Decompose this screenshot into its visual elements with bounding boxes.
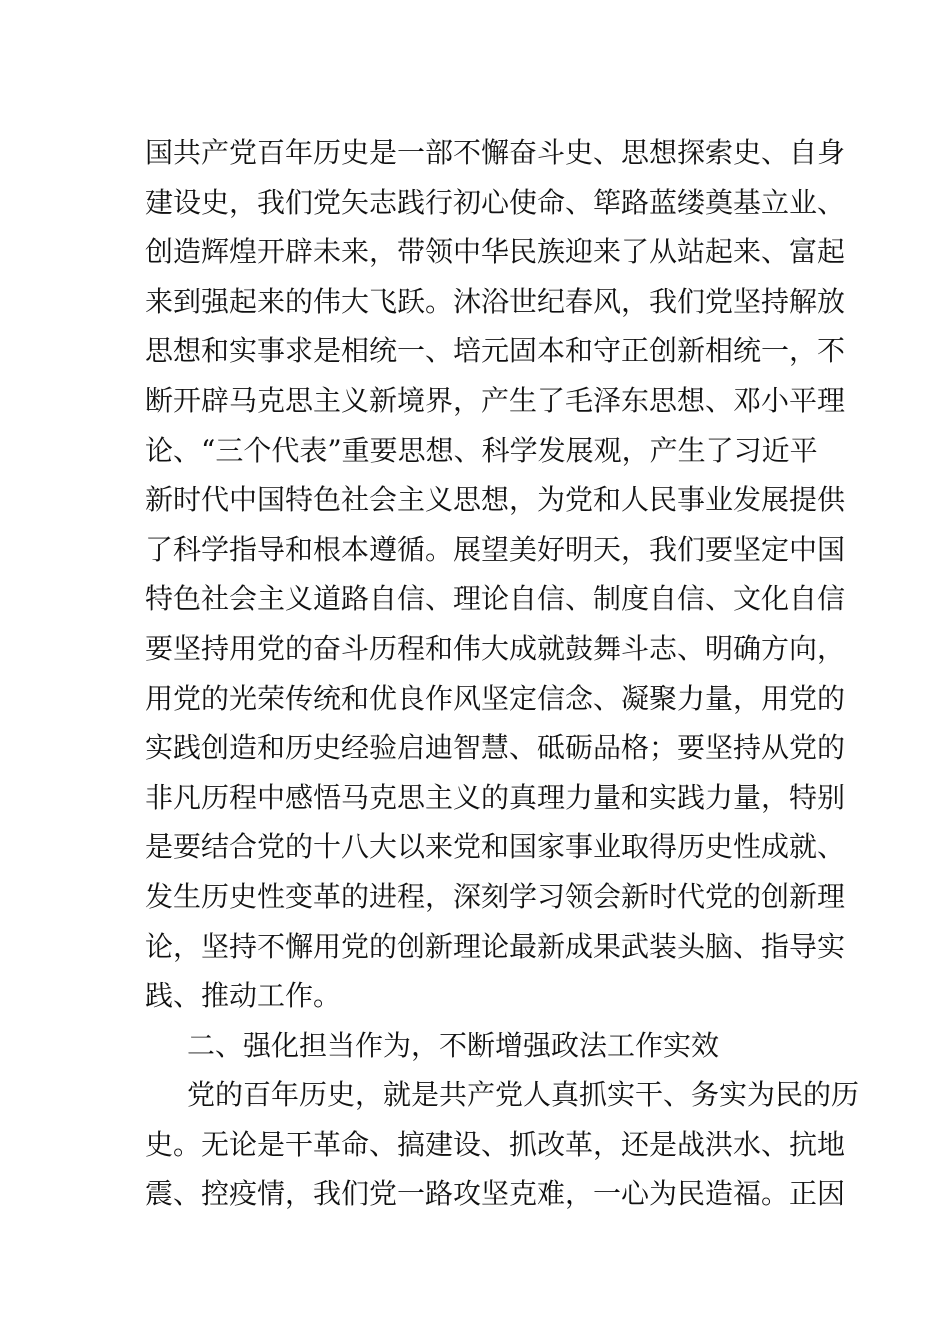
text-line: 来到强起来的伟大飞跃。沐浴世纪春风，我们党坚持解放	[145, 284, 846, 318]
text-line: 断开辟马克思主义新境界，产生了毛泽东思想、邓小平理	[145, 383, 846, 417]
text-line: 非凡历程中感悟马克思主义的真理力量和实践力量，特别	[145, 780, 846, 814]
text-line: 国共产党百年历史是一部不懈奋斗史、思想探索史、自身	[145, 136, 846, 169]
text-line: 论，坚持不懈用党的创新理论最新成果武装头脑、指导实	[145, 929, 846, 963]
paragraph-first-line: 党的百年历史，就是共产党人真抓实干、务实为民的历	[187, 1078, 860, 1112]
text-line: 思想和实事求是相统一、培元固本和守正创新相统一，不	[145, 334, 846, 368]
text-line: 创造辉煌开辟未来，带领中华民族迎来了从站起来、富起	[145, 235, 846, 269]
text-line: 建设史，我们党矢志践行初心使命、筚路蓝缕奠基立业、	[145, 185, 846, 219]
text-line: 发生历史性变革的进程，深刻学习领会新时代党的创新理	[145, 879, 846, 913]
text-line: 史。无论是干革命、搞建设、抓改革，还是战洪水、抗地	[145, 1127, 846, 1161]
text-line: 了科学指导和根本遵循。展望美好明天，我们要坚定中国	[145, 532, 846, 566]
text-line: 用党的光荣传统和优良作风坚定信念、凝聚力量，用党的	[145, 681, 846, 715]
section-heading: 二、强化担当作为，不断增强政法工作实效	[187, 1028, 720, 1062]
document-body	[145, 128, 860, 1219]
text-line: 是要结合党的十八大以来党和国家事业取得历史性成就、	[145, 830, 846, 864]
text-line: 践、推动工作。	[145, 979, 342, 1013]
text-line: 新时代中国特色社会主义思想，为党和人民事业发展提供	[145, 483, 846, 517]
text-line: 要坚持用党的奋斗历程和伟大成就鼓舞斗志、明确方向，	[145, 631, 846, 665]
text-line: 论、“三个代表”重要思想、科学发展观，产生了习近平	[145, 433, 818, 467]
text-line: 震、控疫情，我们党一路攻坚克难，一心为民造福。正因	[145, 1177, 846, 1211]
text-line: 实践创造和历史经验启迪智慧、砥砺品格；要坚持从党的	[145, 731, 846, 765]
text-line: 特色社会主义道路自信、理论自信、制度自信、文化自信	[145, 582, 846, 616]
